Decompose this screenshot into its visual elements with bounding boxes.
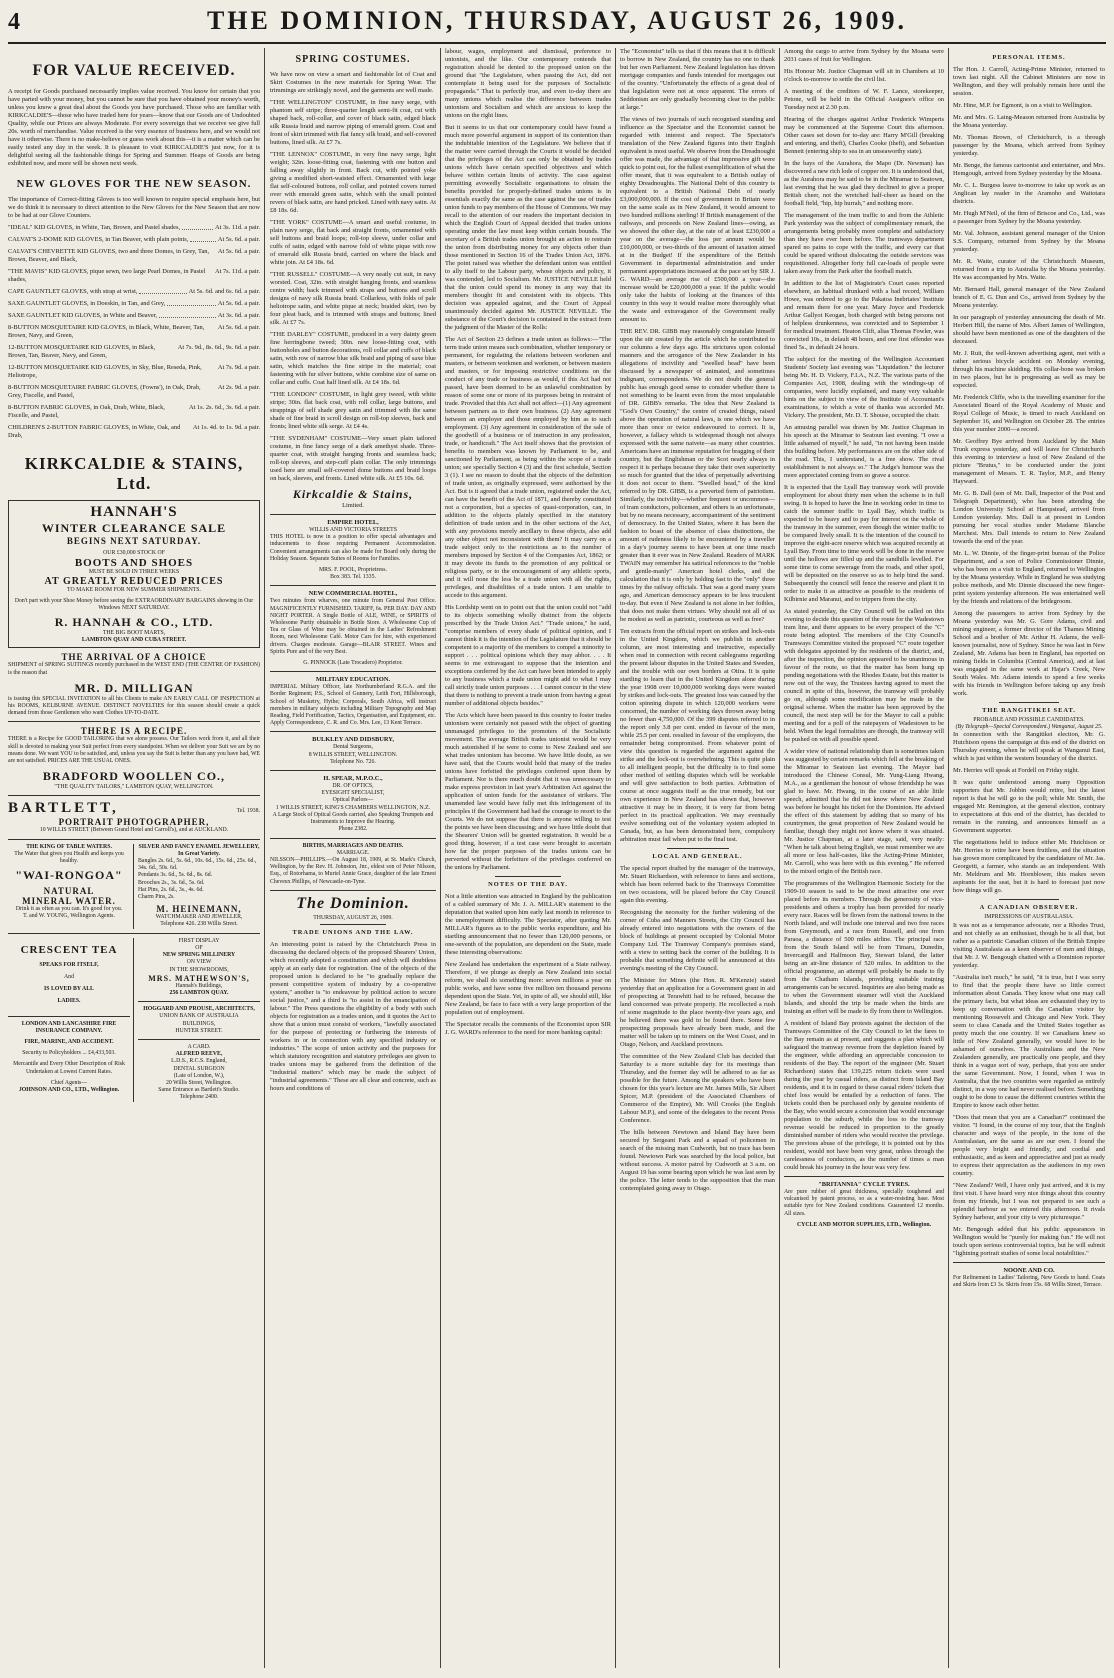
- hannah-at: AT GREATLY REDUCED PRICES: [44, 576, 224, 588]
- column-4: [620, 48, 775, 1668]
- glove-item: [8, 268, 260, 284]
- glove-item-name: 12-BUTTON MOSQUETAIRE KID GLOVES, in Black, Brown, Tan, Beaver, Navy, and Green,: [8, 344, 156, 359]
- local-and-general: [620, 865, 775, 1193]
- editorial-paragraph: The Act of Section 23 defines a trade union as follows:—"The term trade union means such combination, whether temporary or permanent, for regulating the relations between workmen and masters, or between workmen and workmen, or between masters and masters, or for imposing restrictive conditions on the conduct of any trade or business as would, if this Act had not passed, have been deemed to be an unlawful combination by reason of some one or more of its purposes being in restraint of trade. Provided that this Act shall not affect—(1) Any agreement between partners as to their own business. (2) Any agreement between an employer and those employed by him as to such employment. (3) Any agreement in consideration of the sale of the goodwill of a business or of instruction in any profession, trade, or handicraft." The Act itself shows that the provision of benefits to members was known by Parliament to be, and sanctioned by Parliament, as being within the scope of a trade union; see specially Section 4 (3) and the first schedule, Section 3 (1). I see no reason to doubt that the objects of the definition of trade union, as originally expressed, were authorised by the Act. But is it agreed that a trade union, registered under the Act, can have the benefit of the Act of 1871, and thereby constituted not a corporation, but a species of quasi-corporation, can, in addition to the objects plainly specified in the statutory definition of trade union and in the other sections of the Act, with any provisions merely ancillary to these objects, also add any other object not inconsistent with them? It may carry on a trade subject only to the restrictions as to the number of members imposed by Section 4 of the Companies Act, 1862; or it may devote its funds to the promotion of any political or religious party, or to the encouragement of any athletic sports, and it will none the less be a trade union with all the rights, privileges, and disabilities of a trade union. I am unable to accede to this argument.: [445, 336, 611, 599]
- reeve-l2: DENTAL SURGEON: [173, 1065, 225, 1072]
- wairongoa-line: The Water that gives you Health and keeps you healthy.: [14, 850, 124, 865]
- insurance-ad: [8, 1021, 130, 1095]
- spring-costumes-heading: SPRING COSTUMES.: [295, 54, 411, 65]
- note-paragraph: Ten extracts from the official report on strikes and lock-outs in the United Kingdom, which we publish in another column, are most interesting and instructive, especially when read in connection with recent cablegrams regarding the present labour disputes in the United States and Sweden, and the trouble with our own borders at Otira. It is quite startling to learn that in the United Kingdom alone during the year 1908 over 10,000,000 working days were wasted by strikes and lock-outs. The greatest loss was caused by the cotton spinning dispute in which 120,000 workers were concerned, the number of working days thrown away being no fewer than 4,750,000. Of the 399 disputes referred to in the report only 3.8 per cent. ended in favour of the men, while 25.5 per cent. resulted in favour of the employers, the remainder being compromised. From whatever point of view this question is regarded the argument against the strike and the lock-out is overwhelming. This is quite plain to all intelligent people, but the difficulty is to find some other method of settling disputes which will be workable and will give satisfaction to both parties. Arbitration of course at once suggests itself as the true remedy, but our own experience in New Zealand has shown that, however attractive it may be in theory, it is very far from being perfect in its practical application. We may eventually evolve something out of the voluntary system adopted in Canada, but, as has been demonstrated here, compulsory arbitration must fail when put to the final test.: [620, 628, 775, 843]
- bartlett-addr: 10 WILLIS STREET (Between Grand Hotel and Carroll's), and at AUCKLAND.: [39, 827, 229, 834]
- ncom-body: Two minutes from wharves, one minute from General Post Office. MAGNIFICENTLY FURNISHED. TARIFF, 6s. PER DAY. DAY AND NIGHT PORTER. A Single Bottle of ALE, WINE, or SPIRITS of Wholesome Purity obtainable in Bottle Store. A Wholesome Cup of Tea or Glass of Wine may be obtained in the Ladies' Refreshment Room, next Wholesome Café. Motor Cars for hire, with experienced drivers. Charges moderate. Garage—BLAIR STREET. Wines and Spirits Pure and of the very Best.: [270, 598, 436, 655]
- glove-item: [8, 236, 260, 244]
- empire-hotel: EMPIRE HOTEL,: [327, 519, 379, 526]
- kirkcaldie-firm: Kirkcaldie & Stains,: [292, 487, 414, 501]
- personal-paragraph: Mr. Hine, M.P. for Egmont, is on a visit to Wellington.: [953, 102, 1093, 109]
- personal-paragraph: Among the passengers to arrive from Sydney by the Moana yesterday was Mr. G. Gore Adams, civil and mining engineer, a former director of the Thames Mining School and a brother of Mr. Arthur H. Adams, the well-known journalist, now of Sydney. Since he was last in New Zealand, Mr. Adams has been in England, has reported on mining fields in Columbia (Central America), and at last was engaged in the same work at Hajar's Creek, New South Wales. Mr. Adams intends to spend a few weeks with his friends in Wellington before taking up any fresh work.: [953, 610, 1105, 697]
- local-paragraph: In the bays of the Aurahora, the Mapo (Dr. Newman) has discovered a new rich lode of copper ore. It is understood that, as the Aurahora may be said to be in the Miramar to Seatown, last evening that he was glad they declined to give a proper British cheer, not the wretched half-cheer as heard on the football field, "hip, hip hurrah," and nothing more.: [784, 160, 944, 207]
- local-paragraph: The subject for the meeting of the Wellington Accountant Students' Society last evening was "Liquidation." the lecturer being Mr. H. D. Vickery, F.I.A., N.Z. The various parts of the Companies Act, 1908, dealing with the windings-up of companies, were lucidly explained, and many very valuable hints on the subject in view of the Institute of Accountant's examinations, to which a vote of thanks was accorded Mr. Vickery. The president, Mr. D. T. Shouse, occupied the chair.: [784, 356, 944, 419]
- military-heading: MILITARY EDUCATION.: [315, 676, 391, 684]
- heinemann-ad: [138, 844, 260, 929]
- local-paragraph: A resident of Island Bay protests against the decision of the Tramways Committee of the City Council to let the fares to the Bay remain as at present, and suggests a plan which will safeguard the tramway revenue from the depletion feared by the engineer, while affording an appreciable concession to residents of the Bay. The report of the engineer (Mr. Stuart Richardson) states that 139,225 return tickets were used during the year by casual riders, as distinct from Island Bay residents, and it is in regard to these casual riders' tickets that chief loss would be entailed by a reduction of fares. The tickets could then be purchased only by genuine residents of the Bay, who would secure a concession that would encourage population to the suburb, while the loss to the tramway revenue would be reduced in proportion to the greatly diminished number of riders who would receive the privilege. The previous abuse of the privilege, it is pointed out by this resident, would not have been very great, unless through the carelessness of conductors, as the number of times a man could break his journey in the hour was very few.: [784, 1020, 944, 1171]
- bulkley-addr: 8 WILLIS STREET, WELLINGTON.: [308, 751, 398, 758]
- empire-box: Box 383. Tel. 1335.: [330, 574, 376, 581]
- glove-item-name: "THE MAVIS" KID GLOVES, pique sewn, two large Pearl Domes, in Pastel shades,: [8, 268, 206, 283]
- military-body: IMPERIAL Military Officer, late Northumberland R.G.A. and the Border Regiment; P.S., School of Gunnery, Leith Fort, Hillsborough, School of Musketry, Hythe; Corporals, South Africa, will instruct members in military subjects including Military Topography and Map Reading, Field Fortification, Tactics, Organisation, and Equipment, etc. Apply Correspondence, C. R. and Co. Mrs. Lee, 13 Kent Terrace.: [270, 684, 436, 727]
- dominion-title: The Dominion.: [296, 894, 410, 912]
- glove-item-name: CAPE GAUNTLET GLOVES, with strap at wrist,: [8, 288, 138, 295]
- personal-paragraph: Mr. Bernard Hall, general manager of the New Zealand branch of E. G. Dun and Co., arrived from Sydney by the Moana yesterday.: [953, 286, 1105, 309]
- crescent-l3: IS LOVED BY ALL: [44, 986, 94, 993]
- glove-item-name: "IDEAL" KID GLOVES, in White, Tan, Brown, and Pastel shades,: [8, 224, 181, 231]
- glove-item: [8, 288, 260, 296]
- kirkcaldie-value-ad: [8, 62, 260, 168]
- editorial-paragraph: labour, wages, employment and dismissal, preference to unionists, and the like. Our contemporary contends that registration should be denied to the proposed union on the ground that "the Legislature, when passing the Act, did not contemplate it being used for the purposes of Socialistic propaganda." That is perfectly true, and even to-day there are many unions which realise the difference between trades unionism and Socialism and which are anxious to keep the unions on the right lines.: [445, 48, 611, 119]
- wairongoa-ad: [8, 844, 134, 929]
- jewellery-item: Bangles 2s. 6d., 5s. 6d., 10s. 6d., 15s. 6d., 25s. 6d., 34s. 6d., 50s. 6d.: [138, 858, 257, 872]
- glove-item: [8, 312, 260, 320]
- britannia-heading: "BRITANNIA" CYCLE TYRES.: [818, 1181, 910, 1188]
- bradford-ad: [8, 726, 260, 791]
- hannah-firm: R. HANNAH & CO., LTD.: [54, 615, 214, 630]
- hoggard-l3: HUNTER STREET.: [175, 1027, 223, 1034]
- mathewson-of: OF: [195, 944, 203, 951]
- glove-item-price: At 7s. 11d. a pair.: [214, 268, 260, 275]
- heinemann-list: [138, 858, 260, 901]
- empire-body: THIS HOTEL is now in a position to offer special advantages and inducements to those requiring Permanent Accommodation. Convenient arrangements can also be made for Board only during the Holiday Season. Separate Suites of Rooms for Families.: [270, 534, 436, 562]
- marriage-heading: MARRIAGE.: [336, 849, 370, 856]
- rangitikei-heading: THE RANGITIKEI SEAT.: [982, 707, 1076, 714]
- glove-item-price: At 3s. 6d. a pair.: [217, 312, 260, 319]
- glove-item-price: At 5s. 6d. and 6s. 6d. a pair.: [188, 288, 260, 295]
- personal-paragraph: Mr. Thomas Brown, of Christchurch, is a through passenger by the Moana, which arrived from Sydney yesterday.: [953, 134, 1105, 157]
- mathewson-addr: 256 LAMBTON QUAY.: [169, 989, 229, 996]
- hoggard-name: HOGGARD AND PROUSE, ARCHITECTS,: [143, 1006, 255, 1013]
- notes-of-the-day: [445, 893, 611, 1037]
- glove-item-price: At 1s. 2s. 6d., 3s. 6d. a pair.: [188, 404, 260, 411]
- hannah-stock: OUR £30,000 STOCK OF: [103, 550, 165, 556]
- rangitikei-paragraph: The negotiations held to induce either Mr. Hutchison or Mr. Herries to retire have been fruitless, and the situation has grown more complicated by the candidature of Mr. Jas. Georgetti, a farmer, who stands as an independent. With Mr. Meldrum and Mr. Hornblower, this makes seven aspirants for the seat, but it is hard to forecast just now how things will go.: [953, 839, 1105, 895]
- insurance-agent-name: JOHNSON AND CO., LTD., Wellington.: [18, 1086, 120, 1093]
- newspaper-title: THE DOMINION, THURSDAY, AUGUST 26, 1909.: [206, 6, 908, 35]
- costume-paragraph: "THE SYDENHAM" COSTUME—Very smart plain tailored costume, in fine fancy serge of a dark amethyst shade. Three-quarter coat, with straight hanging fronts and seamless back; roll-top sleeves, and step-cuff plain collar. The only trimmings used here are small self-covered dome buttons and braid loops on back, sleeves, and fronts. Lined white silk. At £5 10s. 6d.: [270, 435, 436, 482]
- mathewson-name: MRS. MATHEWSON'S,: [148, 973, 250, 983]
- rangitikei-sub: PROBABLE AND POSSIBLE CANDIDATES.: [973, 717, 1085, 723]
- glove-item-name: SAXE GAUNTLET KID GLOVES, in White and Beaver,: [8, 312, 158, 319]
- spring-costumes-body: [270, 71, 436, 483]
- ncom-prop: G. PINNOCK (Late Trocadero) Proprietor.: [303, 660, 403, 667]
- mathewson-ad: [138, 938, 260, 997]
- reeve-name: ALFRED REEVE,: [175, 1051, 223, 1058]
- glove-item-price: At 5s. 6d. a pair.: [217, 300, 260, 307]
- local-paragraph: A meeting of the creditors of W. F. Lance, storekeeper, Petone, will be held in the Official Assignee's office on Tuesday next at 2.30 p.m.: [784, 88, 944, 111]
- personal-paragraph: Mr. G. B. Dall (son of Mr. Dall, Inspector of the Post and Telegraph Department), who has been attending the London University School at Hampstead, arrived from London yesterday. Mrs. Dall is at present in London pursuing her vocal studies under Madame Blanche Marchesi. Mrs. Dall intends to return to New Zealand towards the end of the year.: [953, 490, 1105, 545]
- notes-continued: [620, 48, 775, 844]
- note-paragraph: The views of two journals of such recognised standing and influence as the Spectator and the Economist cannot be regarded with interest and respect. The Spectator's translation of the New Zealand figures into their English equivalent is most useful. We observe from the Dreadnought offer was made, the advantage of that impressive gift were quick to point out, for the fullest exemplification of what the offer meant, that it was equivalent to a British outlay of eighty Dreadnoughts. The National Debt of this country is equivalent to a British National Debt of nearly £3,000,000,000. If the cost of government in Britain were on the same scale as in New Zealand, it would amount to two hundred millions sterling! If British management of the railways, and proceeds on New Zealand lines—owing, as we showed the other day, at the rate of at least £230,000 a year on the average—the loss per annum would be £10,000,000, or two-thirds of the amount of taxation aimed at in the Budget! If the expenditure of the British Government in departmental administration and under permanent appropriations increased at the pace set by SIR J. G. WARD—an average rise of £500,000 a year—the increase would be £20,000,000 a year. If the public would only take the habits of looking at the finances of this country in this way it would realise more thoroughly what the waste and extravagance of the Government really amount to.: [620, 116, 775, 323]
- crescent-name: CRESCENT TEA: [20, 943, 118, 956]
- bulkley-tel: Telephone No. 726.: [330, 758, 376, 765]
- kirkcaldie-gloves-ad: [8, 178, 260, 494]
- mathewson-in: IN THE SHOWROOMS,: [169, 966, 229, 973]
- wairongoa-agent: T. and W. YOUNG, Wellington Agents.: [23, 913, 115, 920]
- milligan-body2: is issuing this SPECIAL INVITATION to all his Clients to make AN EARLY CALL OF INSPECTION at his ROOMS, KELBURNE AVENUE. DISTINCT NOVELTIES for this season should create a quick demand from those Gentlemen who want Clothes UP-TO-DATE.: [8, 695, 260, 717]
- milligan-ad: [8, 652, 260, 717]
- hannah-ad: [8, 500, 260, 648]
- spear-l4: A Large Stock of Optical Goods carried, also Speaking Trumpets and Instruments to Improve the Hearing.: [272, 811, 434, 826]
- glove-item: [8, 224, 260, 232]
- local-paragraph: The Minister for Mines (the Hon. R. M'Kenzie) stated yesterday that an application for a Government grant in aid of prospecting at Terawhiti had to be refused, because the land concerned was private property. He recollected a rush of some magnitude to the place twenty-five years ago, and he believed there was gold to be found there. Some few prospecting proposals have already been made, and the matter will be taken up to miners on the West Coast, and in Otago, Nelson, and Auckland provinces.: [620, 977, 775, 1048]
- local-paragraph: Recognising the necessity for the further widening of the corner of Cuba and Manners Streets, the City Council has already entered into negotiations with the owners of the block of buildings at present occupied by Colonial Motor Company Ltd. The Tramway Company's premises stand, with a view to setting back the corner of the building. It is probable that something definite will be announced at this evening's meeting of the City Council.: [620, 909, 775, 972]
- local-paragraph: As stated yesterday, the City Council will be called on this evening to decide this question of the route for the Wadestown tram line, and there appears to be every prospect of the "C" route being adopted. The members of the City Council's Tramways Committee visited the proposed "C" route together with delegates appointed by the residents of the district, and, after the inspection, the opinion appeared to be unanimous in favour of the route, so that the matter has been hung up pending negotiations with the Rhodes Estate, but this matter is now out of the way, the Trustees having agreed to meet the council in spite of this, however, the tramway will probably go on, although some modification may be made in the original scheme. When the matter has been approved by the council, the next step will be for the Mayor to call a public meeting and for a poll of the ratepayers of Wadestown to be held. When the legal formalities are through, the tramway will be pushed on with all possible speed.: [784, 608, 944, 743]
- glove-item: [8, 424, 260, 440]
- local-paragraph: The special report drafted by the manager of the tramways, Mr. Stuart Richardson, with reference to fares and sections, which has been referred back to the Tramways Committee on two occasions, will be placed before the City Council again this evening.: [620, 865, 775, 904]
- personal-paragraph: Mr. and Mrs. G. Laing-Meason returned from Australia by the Moana yesterday.: [953, 114, 1105, 129]
- columns: [8, 44, 1106, 1672]
- glove-item-name: SAXE GAUNTLET GLOVES, in Doeskin, in Tan, and Grey,: [8, 300, 166, 307]
- ad-heading: FOR VALUE RECEIVED.: [32, 62, 236, 79]
- reeve-ad: [138, 1044, 260, 1102]
- glove-item: [8, 300, 260, 308]
- editorial-paragraph: But it seems to us that our contemporary could have found a much more powerful argument in support of its contention than the indubitable intention of the Legislature. We believe that if the matter were carried through the Courts it would be decided that the privileges of the Act can only be obtained by trades unions which have certain specified objectives and which behave within certain limits of activity. The case against permitting avowedly Socialistic organisations to obtain the benefits provided for properly-defined trades unions is in essentials exactly the same as the case against the use of trades union funds to pay members of the House of Commons. We may recall to the attention of our readers the important decision in which the English Court of Appeal decided that trades unions operating under the law must keep within certain bounds. The secretary of a British trades union brought an action to restrain the union from distributing money for any objects other than those mentioned in Section 16 of the Trades Union Act, 1876. The point raised was whether the defendant union was entitled to ally itself to the Labour party, whose objects and policy, it was contended, led to Socialism. Mr. JUSTICE NEVILLE held that the union could spend its money in any way that its members thought fit and consistent with its objects. This decision was appealed against, and the Court of Appeal unanimously decided against Mr. JUSTICE NEVILLE. The substance of the Court's decision is contained in the extract from the judgment of the Master of the Rolls:: [445, 124, 611, 331]
- canadian-paragraph: Mr. Bengough added that his public appearances in Wellington would be "purely for making fun." He will not touch upon serious controversial topics, but he will submit "lightning portrait studies of some local notabilities.": [953, 1225, 1105, 1257]
- editorial-heading: TRADE UNIONS AND THE LAW.: [292, 928, 414, 936]
- local-continued: [784, 48, 944, 1172]
- bulkley-name: BULKLEY AND DIDSBURY,: [312, 736, 394, 744]
- editorial-paragraph: His Lordship went on to point out that the union could not "add to its objects something wholly distinct from the objects prescribed by the Trade Union Act." "Trade unions," he said, "comprise members of every shade of political opinion, and I cannot think it is the intention of the Legislature that it should be competent to a majority of the members to compel a minority to support . . . political opinions which they may abhor. . . . It seems to me extravagant to suppose that the intention and exceptions conferred by the Act can have been intended to apply to any business which a trade union might add to what I may call strictly trade union purposes . . . I cannot concur in the view that there is nothing to prevent a trade union from having a great number of additional objects besides.": [445, 604, 611, 707]
- wairongoa-king: THE KING OF TABLE WATERS.: [26, 843, 112, 850]
- glove-item-name: CALVAT'S 2-DOME KID GLOVES, in Tan Beaver, with plain points,: [8, 236, 189, 243]
- note-paragraph: The "Economist" tells us that if this means that it is difficult to borrow in New Zealand, the country has no one to thank but her own Parliament. New Zealand legislation has driven mortgage companies and funds intended for mortgages out of the country. "Unfortunately the effects of a great deal of that legislation were not at once apparent. The errors of Seddonism are only gradually becoming clear to the public at large.": [620, 48, 775, 111]
- mathewson-on: ON VIEW: [186, 959, 212, 966]
- glove-price-list: [8, 224, 260, 440]
- local-paragraph: Among the cargo to arrive from Sydney by the Moana were 2031 cases of fruit for Wellington.: [784, 48, 944, 63]
- heinemann-tel: Telephone 426. 238 Willis Street.: [160, 921, 238, 928]
- mathewson-first: FIRST DISPLAY: [178, 937, 220, 944]
- glove-item-name: 8-BUTTON MOSQUETAIRE FABRIC GLOVES, (Fowns'), in Oak, Drab, Grey, Fiscelle, and Pastel,: [8, 384, 201, 399]
- britannia-body: Are pure rubber of great thickness, specially toughened and vulcanised by patent process, so as a water-resisting base. Most suitable tyre for New Zealand conditions. Guaranteed 12 months. All sizes.: [784, 1189, 944, 1217]
- noone-heading: NOONE AND CO.: [1003, 1266, 1055, 1274]
- glove-item: [8, 344, 260, 360]
- crescent-tea-ad: [8, 938, 130, 1012]
- jewellery-item: Brooches 2s., 3s. 6d., 5s. 6d.: [138, 879, 205, 886]
- spear-sub: DR. OF OPTICS,: [332, 783, 374, 790]
- bartlett-sub: PORTRAIT PHOTOGRAPHER,: [58, 817, 210, 828]
- bartlett-ad: [8, 800, 260, 834]
- personal-paragraph: Mr. L. W. Dinnie, of the finger-print bureau of the Police Department, and a son of Police Commissioner Dinnie, who has been on a visit to England, returned to Wellington by the Moana yesterday. While in England he was studying police methods, and Mr. Dinnie discussed the new finger-print system yesterday afternoon. He was entertained well by the friends and relations of the bridegroom.: [953, 550, 1105, 605]
- canadian-paragraph: "New Zealand? Well, I have only just arrived, and it is my first visit. I have heard very nice things about this country from my friends, but I was not prepared to see such a splendid harbour as we entered this afternoon. It rivals Sydney harbour, and your city is very picturesque.": [953, 1181, 1105, 1221]
- hannah-sub2: BEGINS NEXT SATURDAY.: [66, 536, 202, 546]
- spear-name: H. SPEAR, M.P.O.C.,: [323, 775, 383, 783]
- hannah-sub1: WINTER CLEARANCE SALE: [41, 521, 227, 535]
- costume-paragraph: "THE WELLINGTON" COSTUME, in fine navy serge, with phantom self stripe; three-quarter length semi-fit coat, cut with shaped back, roll-collar, and cover of black satin, edged black silk Russia braid and narrow piping of emerald green. Coat and front of skirt trimmed with flat fancy silk braid, and self-covered buttons, lined silk. At £7 7s.: [270, 99, 436, 146]
- personal-paragraph: The Hon. J. Carroll, Acting-Prime Minister, returned to town last night. All the Cabinet Ministers are now in Wellington, and they will probably remain here until the session.: [953, 66, 1105, 97]
- canadian-paragraph: "Does that mean that you are a Canadian?" continued the visitor. "I found, in the course of my tour, that the English character and ways of the people, in the tone of the Australasian, are the same as are our own. I found the people very bright and friendly, and cordial and enthusiastic, and as keen and appreciative and just as ready to express their appreciation as the audiences in my own country.: [953, 1113, 1105, 1177]
- insurance-line1: FIRE, MARINE, AND ACCIDENT.: [24, 1038, 114, 1045]
- mathewson-sub: Hannah's Buildings,: [175, 982, 223, 989]
- local-paragraph: Hearing of the charges against Arthur Frederick Wimperis may be commenced at the Supreme Court this afternoon. Other cases set down for to-day are: Harry M'Gill (breaking and entering, and theft), Charles Cooke (theft), and Sebastian Bennett (entering ship to sea in an unseaworthy state).: [784, 116, 944, 155]
- wairongoa-sub2: MINERAL WATER.: [22, 896, 116, 907]
- crescent-l1: SPEAKS FOR ITSELF,: [39, 961, 99, 968]
- bulkley-sub: Dental Surgeons,: [333, 744, 373, 751]
- reeve-l4: 20 Willis Street, Wellington.: [166, 1079, 232, 1086]
- noone-body: For Refinement in Ladies' Tailoring, New Goods to hand. Coats and Skirts from £3 3s. Skirts from 15s. 68 Willis Street, Terrace.: [953, 1274, 1105, 1288]
- marriage-body: NILSSON—PHILLIPS.—On August 18, 1909, at St. Mark's Church, Wellington, by the Rev. H. Johnston, Jnr., eldest son of Peter Nilsson, Esq., of Rotorhama, to Muriel Annie Grace, daughter of the late Ernest Cheveux Phillips, of Newcastle-on-Tyne.: [270, 856, 436, 885]
- spear-tel: Phone 2382.: [338, 826, 368, 833]
- heinemann-name: M. HEINEMANN,: [156, 904, 242, 915]
- local-paragraph: In addition to the list of Magistrate's Court cases reported elsewhere, an habitual drunkard with a bad record, William Howe, was ordered to go to the Pakatoa Inebriates' Institute and remain there for one year. Mary Joyce and Frederick Arthur Gallyot Keogan, both charged with being persons not of helpless drunkenness, was convicted and to September 1 for medical treatment. Heaton Clift, alias Thomas Fowler, was convicted 10s., in default 48 hours, and one first offender was fined 5s., in default 24 hours.: [784, 280, 944, 351]
- wairongoa-sub1: NATURAL: [43, 886, 95, 897]
- personal-heading: PERSONAL ITEMS.: [992, 54, 1066, 61]
- hannah-boots: BOOTS AND SHOES: [74, 557, 194, 570]
- ad-intro: The importance of Correct-fitting Gloves is too well known to require special emphasis here, but we do think it is necessary to direct attention to the New Gloves for the New Season that are now to be had at our Glove Counters.: [8, 196, 260, 219]
- hoggard-ad: [138, 1006, 260, 1035]
- glove-item-price: At 1s. 4d. to 1s. 9d. a pair.: [192, 424, 260, 431]
- reeve-l1: L.D.S., R.C.S. England,: [171, 1058, 227, 1065]
- costume-paragraph: "THE LONDON" COSTUME, in light grey tweed, with white stripe; 30in. flat back coat, with roll collar, large buttons, and strappings of self shade grey satin and trimmed with the same shade of fine braid in scroll design on roll-top sleeves, back and fronts; lined white silk serge. At £4 4s.: [270, 391, 436, 430]
- bradford-body: THERE is a Recipe for GOOD TAILORING that we alone possess. Our Tailors work from it, and all their skill is devoted to making your Suit perfect from every standpoint. When we deliver your Suit we are by no means done. We want YOU to be satisfied, and, unless you say the Suit is better than any you have had, WE are not satisfied. PRICES ARE THE USUAL ONES.: [8, 736, 260, 765]
- empire-willis: WILLIS AND VICTORIA STREETS: [309, 527, 397, 533]
- hannah-room: TO MAKE ROOM FOR NEW SUMMER SHIPMENTS.: [67, 587, 201, 594]
- empire-prop: MRS. F. POOL, Proprietress.: [319, 567, 387, 574]
- local-paragraph: The hills between Newtown and Island Bay have been secured by Sergeant Park and a squad of policemen in search of the missing man Cudworth, but no trace has been found. Newtown Park was searched by the local police, but without success. A motor patrol by Cudworth at 3 a.m. on August 19 has some bearing upon which he was last seen by the police. The letter tends to the supposition that the man contemplated going away to Otago.: [620, 1129, 775, 1192]
- hannah-must: MUST BE SOLD IN THREE WEEKS: [88, 569, 180, 576]
- local-paragraph: The programmes of the Wellington Harmonic Society for the 1909-10 season is said to be the most attractive one ever placed before its members. Through the generosity of vice-presidents and others a trophy has been provided for nearly every race. Races will be flown from the national towns in the North Island, and will include one interval and two free races from Greymouth, and a race from Russell, and one from Paraoa, a distance of 500 miles airline. The principal race from the South Island will be from Timaru, Dunedin, Invercargill and Halfmoon Bay, Stewart Island, the latter being an air-line distance of 520 miles. In addition to the official programme, an attempt will probably be made to fly from the Chatham Islands, providing suitable training arrangements can be secured. Inquiries are also being made as to when the Government steamer will visit the Auckland Islands, and should the trip be made when the birds are training an effort will be made to fly from there to Wellington.: [784, 880, 944, 1015]
- heinemann-head: SILVER AND FANCY ENAMEL JEWELLERY, In Great Variety.: [138, 843, 260, 857]
- editorial-body: An interesting point is raised by the Christchurch Press in discussing the declared objects of the proposed Shearers' Union, which recently adopted a constitution and which will doubtless apply at an early date for registration. One of the objects of the proposed union is declared to be "to gradually replace the present competitive system of industry by a co-operative system," another is "to endeavour by political action to secure social justice," and a third is "to assist in the emancipation of labour." The Press questions the eligibility of a body with such objects for registration as a trades union, and it quotes the Act to show that a union must consist of workers, "lawfully associated for the purpose of protecting or furthering the interests of workers in or in connection with any specified industry or industries." The scope of union activity and the purposes for which statutory recognition and statutory privileges are given to trades unions may be gathered from the definition of the "industrial matters" which may be made the subject of "industrial agreements." These are all clear and concrete, such as hours and conditions of: [270, 940, 436, 1092]
- note-paragraph: New Zealand has undertaken the experiment of a State railway. Therefore, if we plunge as deeply as New Zealand into social reform, we shall do something more: seven millions a year on public works, and have some five million ten thousand persons dependent upon the State. Yet, in spite of all, we should still, like New Zealand, be face to face with a very large proportion of the population out of employment.: [445, 961, 611, 1016]
- jewellery-item: Hat Pins, 2s. 6d., 3s., 4s. 6d.: [138, 886, 204, 893]
- milligan-name: MR. D. MILLIGAN: [74, 680, 194, 695]
- hannah-title: HANNAH'S: [90, 504, 178, 520]
- masthead: [8, 6, 1106, 44]
- ad-body: A receipt for Goods purchased necessarily implies value received. You know for certain that you have parted with your money, but you cannot be sure that you have obtained your money's worth, unless you know a great deal about the Goods you have purchased. Those who are familiar with KIRKCALDIE'S—those who have traded here for years—know that our Goods are of Undoubted Quality, while our Prices are always Moderate. For every sovereign that we receive we give full 20s. worth of merchandise. Value received is the very essence of business here, and we would not have it otherwise. There is no make-believe or guess work about this—it is a matter which can be easily tested any day in the week. It is pleasant to visit KIRKCALDIE'S just now, for it is delightful seeing all the fashionable things for Spring and Summer. Heaps of Goods are being exhibited now, and more will be shown next week.: [8, 88, 260, 167]
- glove-item-price: At 2s. 9d. a pair.: [217, 384, 260, 391]
- column-5: [784, 48, 944, 1668]
- personal-paragraph: Mr. Benge, the famous cartoonist and entertainer, and Mrs. Hemgough, arrived from Sydney yesterday by the Moana.: [953, 162, 1105, 177]
- reeve-card: A CARD.: [187, 1043, 211, 1050]
- glove-item-price: At 3s. 11d. a pair.: [214, 224, 260, 231]
- glove-item-name: 8-BUTTON MOSQUETAIRE KID GLOVES, in Black, White, Beaver, Tan, Brown, Navy, and Green,: [8, 324, 205, 339]
- wairongoa-name: "WAI-RONGOA": [15, 868, 123, 883]
- canadian-heading: A CANADIAN OBSERVER.: [979, 904, 1079, 912]
- insurance-agents: Chief Agents—: [50, 1079, 88, 1086]
- costume-paragraph: "THE YORK" COSTUME—A smart and useful costume, in plain navy serge, flat back and straight fronts, ornamented with self buttons and braid loops; roll-top sleeve, under collar and cuffs of satin, edged with narrow fold of white pique with row of emerald silk Russia braid, carried on where the black and white join. At £4 18s. 6d.: [270, 219, 436, 266]
- personal-paragraph: In our paragraph of yesterday announcing the death of Mr. Herbert Hill, the name of Mrs. Albert James of Wellington, should have been mentioned as one of the daughters of the deceased.: [953, 314, 1105, 345]
- personal-paragraph: Mr. C. L. Burgess leave to-morrow to take up work as an Anglican lay reader in the Aramoho and Waitotara districts.: [953, 182, 1105, 205]
- personal-paragraph: Mr. Frederick Cliffe, who is the travelling examiner for the Associated Board of the Royal Academy of Music and Royal College of Music, is timed to reach Auckland on September 16, and Wellington on October 28. The entries this year number 2000—a record.: [953, 394, 1105, 433]
- kirkcaldie-firm2: Limited.: [342, 502, 364, 509]
- glove-item: [8, 248, 260, 264]
- heinemann-sub: WATCHMAKER AND JEWELLER,: [155, 914, 243, 921]
- glove-item: [8, 324, 260, 340]
- personal-paragraph: Mr. R. Waite, curator of the Christchurch Museum, returned from a trip to Australia by the Moana yesterday. He was accompanied by Mrs. Waite.: [953, 258, 1105, 281]
- local-paragraph: An amusing parallel was drawn by Mr. Justice Chapman in his speech at the Miramar to Seatoun last evening. "I owe a little ashamed of myself," he said, "in not having been inside this building before. My performances are on the other side of the road. This, I understand, is a free show. The rival establishment is not always so." The Judge's humour was the more appreciated coming from so grave a source.: [784, 424, 944, 479]
- note-paragraph: The Spectator recalls the comments of the Economist upon SIR J. G. WARD's reference to the need for more banking capital:: [445, 1021, 611, 1036]
- bradford-addr: "THE QUALITY TAILORS," LAMBTON QUAY, WELLINGTON.: [54, 784, 214, 791]
- spear-l2: Optical Parlors—: [332, 797, 374, 804]
- hoggard-l2: BUILDINGS,: [182, 1020, 216, 1027]
- bartlett-tel: Tel. 1938.: [236, 808, 260, 815]
- personal-paragraph: Mr. Geoffrey Bye arrived from Auckland by the Main Trunk express yesterday, and will leave for Christchurch this evening to interview a host of New Zealand of the picture "Brutus," to be conducted under the joint management of Messrs. T. R. Taylor, M.P., and Henry Hayward.: [953, 438, 1105, 485]
- insurance-line2: Security to Policyholders ... £4,433,503.: [22, 1050, 116, 1057]
- glove-item-price: At 7s. 9d. a pair.: [217, 364, 260, 371]
- canadian-paragraph: "Australia isn't much," he said, "it is true, but I was sorry to find that the people there have so little correct information about Canada. They know what one may call the primary facts, but what ideas are exhausted they try to keep up conversation with the Canadian visitor by mentioning Roosevelt and Chicago and New York. They seem to class Canada and the United States together as pretty much the one country. If we Canadians knew so little of New Zealand generally, we would have to be ashamed of ourselves. The Australians and the New Zealanders generally, are practically one people, and they think in a vague sort of way, perhaps, that you are under the same Government. Now, I found, when I was in Australia, that the two countries were regarded as entirely distinct, in a way one had never realised before. Something ought to be done to cause the different countries within the Empire to know each other better.: [953, 973, 1105, 1109]
- glove-item-price: At 5s. 6d. a pair.: [217, 248, 260, 255]
- ad-signature: KIRKCALDIE & STAINS, Ltd.: [24, 454, 244, 493]
- column-2: [270, 48, 436, 1668]
- note-paragraph: THE REV. DR. GIBB may reasonably congratulate himself upon the stir created by the article which he contributed to our columns a few days ago. His strictures upon colonial manners and the arrogance of the New Zealander in his allegations of incivility and "swelled head" have been discussed by a newspaper of animated, and sometimes indignant, correspondents. We do not doubt the general public has enough good sense to consider whether there is not something to be learnt even from the most unpalatable of DR. GIBB's remarks. The idea that New Zealand is "God's Own Country," the centre of created things, raised above the operation of natural laws, is one which we have more than once or twice endeavoured to correct. It is, however, a fallacy which is widespread though not always expressed with the same naivete—as many other countries. Americans have an immense reputation for bragging of their country, but the Englishman or the Scot nearly always in respect it is perhaps because they take their own superiority so much for granted that the idea of perpetually advertising it does not occur to them. "Swelled head," of the kind referred to by DR. GIBB, is a perverted form of patriotism. Similarly, the incivility—whether frequent or uncommon—of tram conductors, policemen, and others is an unfortunate, but by no means necessary, accompaniment of the sentiment of democracy. In the United States, where it has been the fashion to boast of the absence of class distinctions, the amount of rudeness likely to be encountered by a traveller in a day's journey seems to have been at one time much greater than it ever was in New Zealand. Readers of MARK TWAIN may remember his satirical references to the "noble and gentle-manly" American hotel clerks, and the calculation that it is only by holding fast to the "only" three times by the railway officials. That was a good many years ago, and American democracy appears to be less truculent to-day. But even if New Zealand is not alone in her foibles, that does not make them virtues. Why should not all of us be modest as well as patriotic, courteous as well as free?: [620, 328, 775, 623]
- costume-paragraph: "THE RUSSELL" COSTUME—A very neatly cut suit, in navy worsted. Coat, 32in. with straight hanging fronts, and seamless centre width; back trimmed with straps and buttons and scroll designs of navy silk Russia braid. Collarless, with folds of pale heliotrope satin, and white pique at neck; braided skirt, two by four pleat back, and is trimmed with straps and buttons; lined silk. At £7 7s.: [270, 271, 436, 326]
- column-rule: [264, 48, 265, 1668]
- jewellery-item: Pendants 3s. 6d., 5s. 6d., 8s. 6d.: [138, 872, 213, 879]
- spear-l3: 1 WILLIS STREET, KING'S CHAMBERS WELLINGTON, N.Z.: [275, 804, 431, 811]
- glove-item: [8, 384, 260, 400]
- insurance-line3: Mercantile and Every Other Description of Risk Undertaken at Lowest Current Rates.: [13, 1061, 125, 1075]
- column-rule: [779, 48, 780, 1668]
- local-paragraph: A wider view of national relationship than is sometimes taken was suggested by certain remarks which fell at the breaking of the Miramar to Seatoun last evening. The Mayor had introduced the Chinese Consul, Mr. Yung-Liang Hwang, M.A., as a gentleman the honour of whose friendship he was glad to have. Mr. Hwang, in the course of an able little speech, admitted that he did not know where New Zealand was before he bought his ticket for the Dominion. He advised the effect of this statement by adding that so many of his countrymen, the great proportion of New Zealand would be familiar, though they might not know where it was situated. Mr. Justice Chapman, at a later stage, said, very neatly: "When he talk about being English, we must remember we are all more or less half-castes, like the Acting-Prime Minister, Mr. Carroll, who was here with us this evening." He referred to the mixed origin of the British race.: [784, 748, 944, 875]
- spear-l1: EYESIGHT SPECIALIST,: [321, 790, 385, 797]
- milligan-body: SHIPMENT of SPRING SUITINGS recently purchased in the WEST END (THE CENTRE OF FASHION) is the reason that: [8, 662, 260, 676]
- costume-paragraph: We have now on view a smart and fashionable lot of Coat and Skirt Costumes in the new materials for Spring Wear. The trimmings are strikingly novel, and the garments are well made.: [270, 71, 436, 94]
- bradford-firm: BRADFORD WOOLLEN CO.,: [42, 769, 226, 784]
- glove-item: [8, 404, 260, 420]
- page-number: 4: [8, 9, 20, 35]
- rangitikei-body: [953, 731, 1105, 895]
- glove-item-name: 8-BUTTON FABRIC GLOVES, in Oak, Drab, White, Black, Fiscelle, and Pastel,: [8, 404, 165, 419]
- bradford-heading: THERE IS A RECIPE.: [80, 726, 188, 737]
- personal-paragraph: Mr. Val. Johnson, assistant general manager of the Union S.S. Company, returned from Sydney by the Moana yesterday.: [953, 230, 1105, 253]
- bartlett-name: BARTLETT,: [8, 800, 119, 817]
- wairongoa-drink: Drink it as often as you can. It's good for you.: [15, 906, 123, 913]
- costume-paragraph: "THE DARLEY" COSTUME, produced in a very dainty green fine herringbone tweed; 30in. new loose-fitting coat, with buttonholes and button decorations, roll collar and cuffs of black satin, with row of narrow blue silk braid and piping of saxe blue satin, which matches the fine stripe in the material; coat fastening with fur silver buttons, white combine size of same on collar and cuffs. Coat half lined silk. At £4 18s. 6d.: [270, 331, 436, 386]
- local-paragraph: The committee of the New Zealand Club has decided that Saturday is a more suitable day for its meetings than Thursday, and the former day will be adhered to as far as possible for the future. Among the speakers who have been chosen for this year's lecture are Mr. James Mills, Sir Albert Spicer, M.P. (president of the Associated Chambers of Commerce of the Empire), Mr. Will Crooks (the English Labour M.P.), and some of the delegates to the recent Press Conference.: [620, 1053, 775, 1124]
- hannah-addr: LAMBTON QUAY AND CUBA STREET.: [81, 637, 187, 644]
- column-rule: [615, 48, 616, 1668]
- milligan-heading: THE ARRIVAL OF A CHOICE: [61, 652, 207, 663]
- ads-column: [8, 48, 260, 1668]
- dominion-date: THURSDAY, AUGUST 26, 1909.: [313, 914, 393, 921]
- column-6: [953, 48, 1105, 1668]
- jewellery-item: Charm Pins, 2s.: [138, 894, 175, 901]
- glove-item-name: CHILDREN'S 2-BUTTON FABRIC GLOVES, in White, Oak, and Drab,: [8, 424, 181, 439]
- hoggard-l1: UNION BANK OF AUSTRALIA: [159, 1013, 239, 1020]
- column-rule: [440, 48, 441, 1668]
- rangitikei-paragraph: In connection with the Rangitikei election, Mr. G. Hutchison opens the campaign at this end of the district on Thursday evening, when he will speak at Wanganui East, which is just within the western boundary of the district.: [953, 731, 1105, 763]
- editorial-continued: [445, 48, 611, 872]
- new-commercial-hotel: NEW COMMERCIAL HOTEL,: [308, 590, 398, 598]
- reeve-l5: Same Entrance as Bartlett's Studio.: [158, 1087, 240, 1094]
- rangitikei-paragraph: Mr. Herries will speak at Fordell on Friday night.: [953, 767, 1080, 775]
- glove-item-price: At 7s. 9d., 8s. 6d., 9s. 6d. a pair.: [177, 344, 260, 351]
- local-paragraph: It is expected that the Lyall Bay tramway work will provide employment for about thirty men when the scheme is in full swing. It is hoped to have the line in working order in time to catch the summer traffic to Lyall Bay, which traffic is expected to be heavy and to pay for interest on the whole of the tramway in the summer, even though the winter traffic to be compared lively small. It is the intention of the council to improve the eight-acre reserve which was acquired recently at Lyall Bay. From time to time work will be done in the reserve until the hollows are filled up and the sandhills levelled. For some time to come sewerage from the roads, and other spoil, will be deposited on the reserve so as to help bind the sand. Subsequently the council will fence the reserve and plant it in order to make it as attractive as possible to the residents of Kilbirnie and Maranui, and to trippers from the city.: [784, 484, 944, 603]
- reeve-tel: Telephone 2400.: [179, 1094, 219, 1101]
- personal-paragraph: Mr. Hugh M'Neil, of the firm of Briscoe and Co., Ltd., was a passenger from Sydney by the Moana yesterday.: [953, 210, 1105, 225]
- column-rule: [948, 48, 949, 1668]
- local-paragraph: His Honour Mr. Justice Chapman will sit in Chambers at 10 o'clock to-morrow to settle the civil list.: [784, 68, 944, 83]
- canadian-body: [953, 922, 1105, 1258]
- personal-paragraph: Mr. J. Ruit, the well-known advertising agent, met with a rather serious bicycle accident on Monday evening, through his machine skidding. His collar-bone was broken in two places, but he is progressing as well as may be expected.: [953, 350, 1105, 389]
- notes-heading: NOTES OF THE DAY.: [488, 881, 568, 888]
- glove-item-price: At 5s. 6d. a pair.: [217, 236, 260, 243]
- rangitikei-paragraph: It was quite understood among many Opposition supporters that Mr. Jobbin would retire, but the latest report is that he will go to the poll; while Mr. Smith, the engaged Mr. Remington, at the general election, contrary to expectations at this end of the district, has decided to remain in the running, and announces himself as a Government supporter.: [953, 779, 1105, 835]
- crescent-l2: And: [64, 973, 74, 980]
- local-paragraph: The management of the tram traffic to and from the Athletic Park yesterday was the subject of complimentary remark, the arrangements being probably more complete and satisfactory than they have ever been before. The tramways department spared no pains to cope with the traffic, and every car that could be spared without dislocating the outside services was requisitioned. Altogether forty full car-loads of people were taken away from the Park after the football match.: [784, 212, 944, 275]
- personal-items: [953, 66, 1105, 698]
- ad-heading: NEW GLOVES FOR THE NEW SEASON.: [16, 178, 252, 190]
- column-3: [445, 48, 611, 1668]
- rangitikei-by: (By Telegraph—Special Correspondent.) Wanganui, August 25.: [955, 724, 1103, 731]
- insurance-name: LONDON AND LANCASHIRE FIRE INSURANCE COMPANY.: [21, 1020, 117, 1034]
- britannia-firm: CYCLE AND MOTOR SUPPLIES, LTD., Wellington.: [796, 1221, 932, 1228]
- editorial-paragraph: The Acts which have been passed in this country to foster trades unionism were certainly not passed with the object of granting unmanaged privileges to the promoters of the Socialistic movement. The average British trades unionist would be very much astonished if he were to come to New Zealand and see what trades unionism has become. We have little doubt, as we have said, that the Courts would hold that many of the trades unions have forfeited the privileges conferred upon them by Parliament. Nor is there much doubt that it was unnecessary to make express provision in last year's Arbitration Act against the application of union funds for the assistance of strikers. The unamended law would have fully met this infringement of its principles if the Government had had the courage to resort to the Courts. We do not suppose that there is anyone willing to test the points we have been discussing; and we have little doubt that the Shearers' Union will be granted registration. It would be a good thing, however, if a test case were brought to ascertain how far the proper purposes of the trades unions can be perverted without the forfeiture of the privileges conferred on the unions by Parliament.: [445, 712, 611, 871]
- glove-item-name: 12-BUTTON MOSQUETAIRE KID GLOVES, in Sky, Blue, Reseda, Pink, Heliotrope,: [8, 364, 202, 379]
- hannah-note: Don't part with your Shoe Money before seeing the EXTRAORDINARY BARGAINS showing in Our Windows NEXT SATURDAY.: [14, 597, 254, 611]
- canadian-sub: IMPRESSIONS OF AUSTRALASIA.: [984, 914, 1074, 921]
- note-paragraph: Not a little attention was attracted in England by the publication of a cabled summary of Mr. J. A. MILLAR's statement to the deputation that waited upon him early last month in reference to the unemployment difficulty. The Spectator, after quoting Mr. MILLAR's figures as to the public works expenditure, and his startling announcement that no fewer than 120,000 persons, or one-seventh of the population, are dependent on the State, made these interesting observations:: [445, 893, 611, 956]
- costume-paragraph: "THE LENNOX" COSTUME, in very fine navy serge, light weight; 32in. loose-fitting coat, fastening with one button and falling away slightly in front. Back cut, with pointed yoke giving a modified short-waisted effect. Ornamented with large flat self-coloured buttons, roll collar, and pointed covers turned over with emerald green satin, which with the small pointed revers of black satin, are hand pricked. Lined with navy satin. At £8 18s. 6d.: [270, 151, 436, 214]
- hannah-tag: THE BIG BOOT MARTS,: [102, 630, 166, 637]
- mathewson-new: NEW SPRING MILLINERY: [162, 952, 236, 959]
- crescent-l4: LADIES.: [57, 998, 81, 1005]
- canadian-paragraph: It was not as a temperance advocate, nor a Rhodes Trust, and not chiefly as an enthusiast, though he is all that, but rather as a patriotic Canadian citizen of the British Empire visiting Australasia as a keen observer of men and things, that Mr. J. W. Bengough chatted with a Dominion reporter yesterday.: [953, 921, 1105, 969]
- births-heading: BIRTHS, MARRIAGES AND DEATHS.: [302, 842, 404, 849]
- local-heading: LOCAL AND GENERAL.: [652, 853, 743, 860]
- reeve-l3: (Late of London, W.),: [173, 1072, 225, 1079]
- glove-item-price: At 5s. 6d. a pair.: [217, 324, 260, 331]
- glove-item-name: CALVAT'S CHEVRETTE KID GLOVES, two and three Domes, in Grey, Tan, Brown, Beaver, and Black,: [8, 248, 210, 263]
- glove-item: [8, 364, 260, 380]
